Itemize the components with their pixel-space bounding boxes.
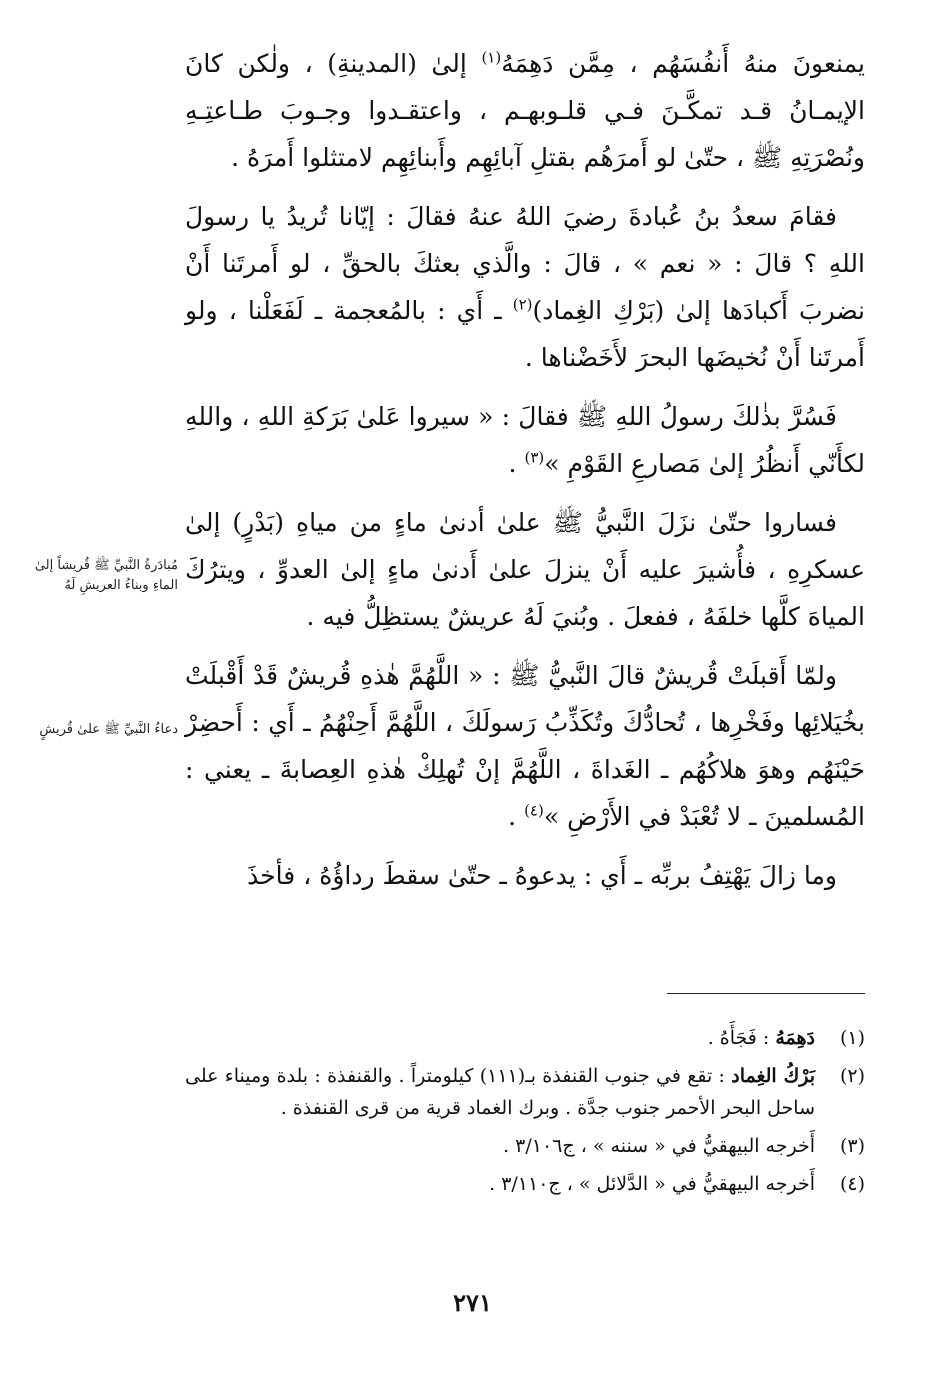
footnote-2-text: : تقع في جنوب القنفذة بـ(١١١) كيلومتراً . والقنفذة : بلدة وميناء على ساحل البحر الأحمر جنوب جدَّة . وبرك الغماد قرية من قرى القنفذة . <box>185 1065 815 1119</box>
footnote-ref-3[interactable]: (٣) <box>524 448 545 467</box>
footnote-ref-2[interactable]: (٢) <box>512 295 533 314</box>
paragraph-6 <box>185 852 865 899</box>
footnote-ref-4[interactable]: (٤) <box>524 801 544 820</box>
paragraph-5 <box>185 652 865 840</box>
paragraph-5-text: ولمّا أَقبلَتْ قُريشٌ قالَ النَّبيُّ ﷺ : « اللَّهُمَّ هٰذهِ قُريشٌ قَدْ أَقْبلَتْ بخُيَلائِها وفَخْرِها ، تُحادُّكَ وتُكَذِّبُ رَسولَكَ ، اللَّهُمَّ أَحِنْهُمُ ـ أَي : أَحضِرْ حَيْنَهُم وهوَ هلاكُهُم ـ الغَداةَ ، اللَّهُمَّ إنْ تُهلِكْ هٰذهِ العِصابةَ ـ يعني : المُسلمينَ ـ لا تُعْبَدْ في الأَرْضِ » <box>185 661 865 831</box>
paragraph-3 <box>185 393 865 487</box>
main-text <box>185 40 865 911</box>
paragraph-4 <box>185 499 865 640</box>
footnote-2-number: (٢) <box>839 1065 865 1087</box>
paragraph-4-text: فساروا حتّىٰ نزَلَ النَّبيُّ ﷺ علىٰ أدنىٰ ماءٍ من مياهِ (بَدْرٍ) إلىٰ عسكرِهِ ، فأُشيرَ عليه أَنْ ينزلَ علىٰ أَدنىٰ ماءٍ إلىٰ العدوِّ ، ويترُكَ المياهَ كلَّها خلفَهُ ، ففعلَ . وبُنيَ لَهُ عريشٌ يستظِلُّ فيه . <box>185 508 865 631</box>
footnote-1-number: (١) <box>839 1027 865 1049</box>
footnote-divider <box>667 993 865 994</box>
paragraph-5-text-cont: . <box>508 802 525 831</box>
margin-note-1: مُبادَرةُ النَّبيِّ ﷺ قُريشاً إلىٰ الماءِ وبناءُ العريشِ لَهُ <box>34 558 178 593</box>
footnote-2 <box>185 1060 865 1124</box>
footnote-3-text: أَخرجه البيهقيُّ في « سننه » ، ج٣/١٠٦ . <box>503 1135 815 1157</box>
footnote-1-text: : فَجَأَهُ . <box>707 1027 776 1049</box>
footnote-1-term: دَهِمَهُ <box>775 1027 815 1049</box>
paragraph-2-text: فقامَ سعدُ بنُ عُبادةَ رضيَ اللهُ عنهُ فقالَ : إيّانا تُريدُ يا رسولَ اللهِ ؟ قالَ : « نعم » ، قالَ : والَّذي بعثكَ بالحقِّ ، لو أَمرتَنا أَنْ نضربَ أَكبادَها إلىٰ (بَرْكِ الغِماد) <box>185 202 865 325</box>
paragraph-6-text: وما زالَ يَهْتِفُ بربِّه ـ أَي : يدعوهُ ـ حتّىٰ سقطَ رداؤُهُ ، فأخذَ <box>247 861 837 890</box>
margin-note-2: دعاءُ النَّبيِّ ﷺ علىٰ قُريشٍ <box>39 722 178 737</box>
paragraph-3-text: فَسُرَّ بذٰلكَ رسولُ اللهِ ﷺ فقالَ : « سيروا عَلىٰ بَرَكةِ اللهِ ، واللهِ لكأَنّي أَنظُرُ إلىٰ مَصارعِ القَوْمِ » <box>185 402 865 478</box>
footnote-4-number: (٤) <box>839 1173 865 1195</box>
paragraph-3-text-cont: . <box>508 449 525 478</box>
paragraph-2-text-cont: ـ أَي : بالمُعجمة ـ لَفَعَلْنا ، ولو أَمرتَنا أَنْ نُخيضَها البحرَ لأَخَضْناها . <box>185 296 865 372</box>
footnote-2-term: بَرْكُ الغِماد <box>731 1065 816 1087</box>
paragraph-1-text-cont: إلىٰ (المدينةِ) ، ولٰكن كانَ الإيمـانُ قـد تمكَّـنَ فـي قلـوبهـم ، واعتقـدوا وجـوبَ طـاعتِـهِ ونُصْرَتِهِ ﷺ ، حتّىٰ لو أَمرَهُم بقتلِ آبائِهِم وأَبنائِهِم لامتثلوا أَمرَهُ . <box>185 49 865 172</box>
paragraph-1-text: يمنعونَ منهُ أَنفُسَهُم ، مِمَّن دَهِمَهُ <box>501 49 865 78</box>
paragraph-2 <box>185 193 865 381</box>
page-number: ٢٧١ <box>453 1288 492 1317</box>
footnote-3 <box>185 1130 865 1162</box>
footnote-4-text: أَخرجه البيهقيُّ في « الدَّلائل » ، ج٣/١١٠ . <box>489 1173 815 1195</box>
footnote-3-number: (٣) <box>839 1135 865 1157</box>
footnotes <box>185 1022 865 1206</box>
paragraph-1 <box>185 40 865 181</box>
footnote-ref-1[interactable]: (١) <box>481 48 502 67</box>
footnote-4 <box>185 1168 865 1200</box>
footnote-1 <box>185 1022 865 1054</box>
